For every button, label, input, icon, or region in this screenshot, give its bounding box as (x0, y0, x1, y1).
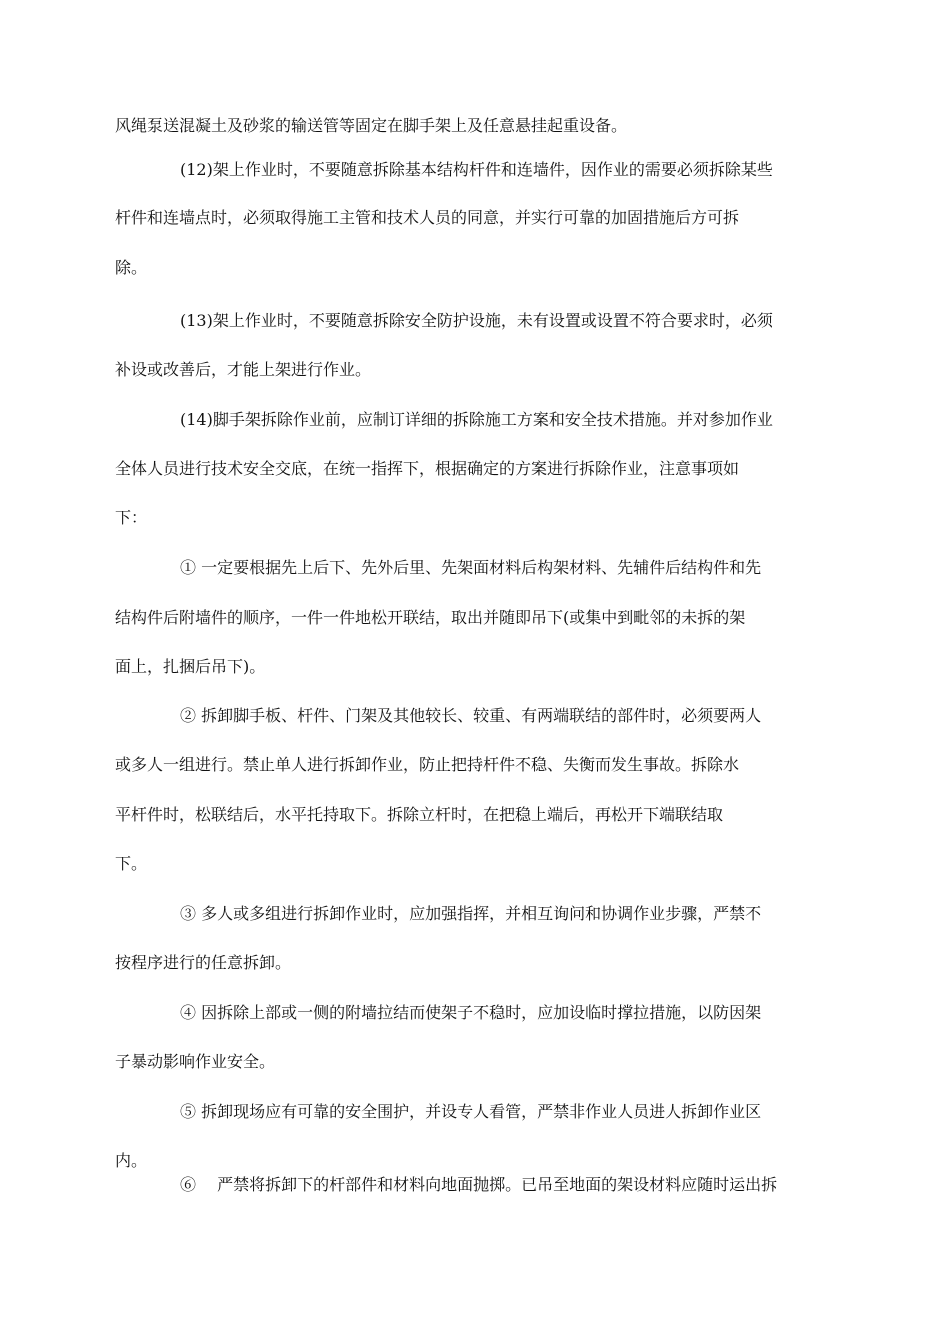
paragraph-line: 按程序进行的任意拆卸。 (115, 953, 292, 972)
paragraph-line: ② 拆卸脚手板、杆件、门架及其他较长、较重、有两端联结的部件时，必须要两人 (180, 706, 762, 725)
paragraph-line: (14)脚手架拆除作业前，应制订详细的拆除施工方案和安全技术措施。并对参加作业 (180, 410, 773, 429)
paragraph-line: ④ 因拆除上部或一侧的附墙拉结而使架子不稳时，应加设临时撑拉措施，以防因架 (180, 1003, 762, 1022)
paragraph-line: 面上，扎捆后吊下)。 (115, 657, 266, 676)
paragraph-line: 下： (115, 508, 148, 527)
paragraph-line: ③ 多人或多组进行拆卸作业时，应加强指挥，并相互询问和协调作业步骤，严禁不 (180, 904, 762, 923)
paragraph-line: 除。 (115, 258, 148, 277)
paragraph-line: 或多人一组进行。禁止单人进行拆卸作业，防止把持杆件不稳、失衡而发生事故。拆除水 (115, 755, 740, 774)
paragraph-line: ⑤ 拆卸现场应有可靠的安全围护，并设专人看管，严禁非作业人员进人拆卸作业区 (180, 1102, 762, 1121)
paragraph-line: (13)架上作业时，不要随意拆除安全防护设施，未有设置或设置不符合要求时，必须 (180, 311, 773, 330)
paragraph-line: 杆件和连墙点时，必须取得施工主管和技术人员的同意，并实行可靠的加固措施后方可拆 (115, 208, 740, 227)
paragraph-line: 补设或改善后，才能上架进行作业。 (115, 360, 372, 379)
paragraph-line: 下。 (115, 854, 148, 873)
paragraph-line: 风绳泵送混凝土及砂浆的输送管等固定在脚手架上及任意悬挂起重设备。 (115, 116, 628, 135)
paragraph-line: 结构件后附墙件的顺序，一件一件地松开联结，取出并随即吊下(或集中到毗邻的未拆的架 (115, 608, 746, 627)
paragraph-line: ① 一定要根据先上后下、先外后里、先架面材料后构架材料、先辅件后结构件和先 (180, 558, 762, 577)
paragraph-line: ⑥ 严禁将拆卸下的杆部件和材料向地面抛掷。已吊至地面的架设材料应随时运出拆 (180, 1175, 778, 1194)
paragraph-line: (12)架上作业时，不要随意拆除基本结构杆件和连墙件，因作业的需要必须拆除某些 (180, 160, 773, 179)
paragraph-line: 子暴动影响作业安全。 (115, 1052, 276, 1071)
paragraph-line: 平杆件时，松联结后，水平托持取下。拆除立杆时，在把稳上端后，再松开下端联结取 (115, 805, 724, 824)
paragraph-line: 全体人员进行技术安全交底，在统一指挥下，根据确定的方案进行拆除作业，注意事项如 (115, 459, 740, 478)
paragraph-line: 内。 (115, 1151, 148, 1170)
